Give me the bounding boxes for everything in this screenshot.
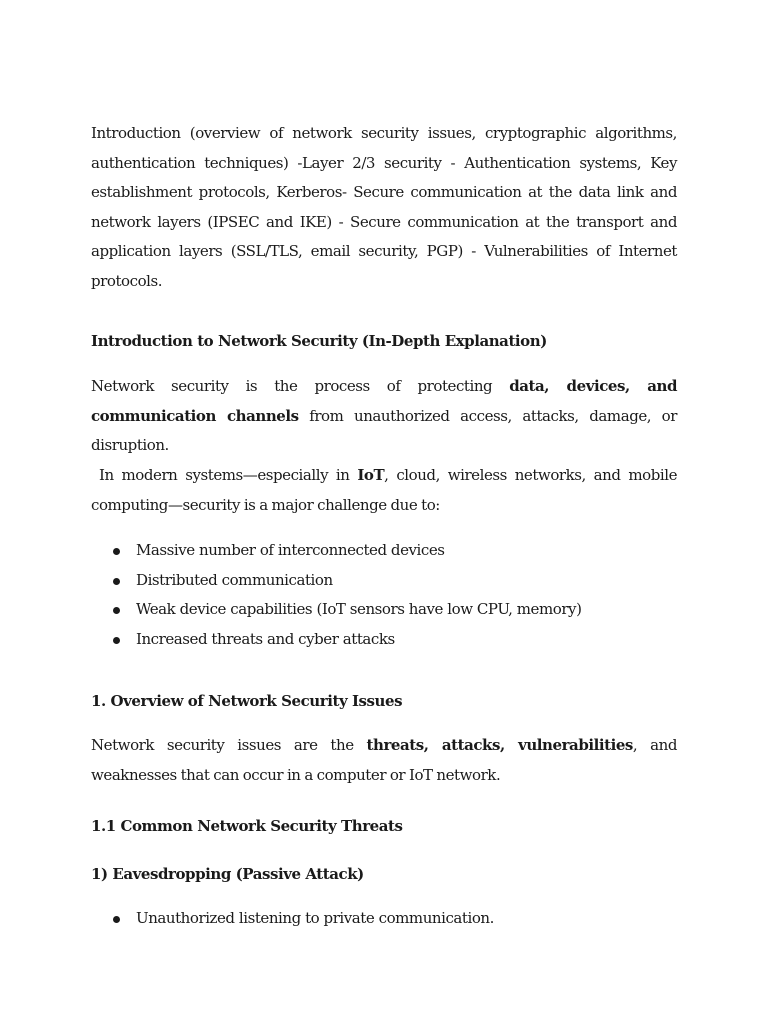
list-item-text: Massive number of interconnected devices — [136, 541, 445, 560]
intro-paragraph: Introduction (overview of network security issues, cryptographic algorithms, authentication techniques) -Layer 2/3 security - Authentication systems, Key establishment protocols, Kerberos- Secure communication at the data link and network layers (IPSEC and IKE) - Secure communication at the transport and application layers (SSL/TLS, email security, PGP) - Vulnerabilities of Internet protocols. — [91, 124, 677, 290]
bullet-icon — [113, 578, 120, 585]
subsection-heading-eavesdropping: 1) Eavesdropping (Passive Attack) — [91, 864, 364, 883]
challenge-list — [91, 536, 677, 654]
bullet-icon — [113, 548, 120, 555]
eavesdropping-list — [91, 904, 677, 934]
list-item-text: Distributed communication — [136, 570, 333, 589]
challenge-text-end: , cloud, wireless networks, and mobile computing—security is a major challenge due to: — [91, 465, 677, 514]
list-item — [91, 904, 677, 934]
list-item — [91, 625, 677, 655]
challenge-paragraph — [91, 461, 677, 520]
overview-text-end: , and weaknesses that can occur in a computer or IoT network. — [91, 736, 677, 784]
bullet-icon — [113, 607, 120, 614]
document-body — [91, 119, 677, 934]
section-heading-introduction: Introduction to Network Security (In-Depth Explanation) — [91, 331, 547, 350]
overview-paragraph — [91, 731, 677, 790]
list-item — [91, 536, 677, 566]
challenge-text-bold: IoT — [357, 465, 385, 484]
list-item-text: Increased threats and cyber attacks — [136, 629, 395, 648]
definition-paragraph — [91, 372, 677, 461]
section-heading-overview: 1. Overview of Network Security Issues — [91, 691, 403, 710]
bullet-icon — [113, 916, 120, 923]
definition-text-end: from unauthorized access, attacks, damage, or disruption. — [91, 406, 677, 455]
definition-text-bold: data, devices, and communication channels — [91, 377, 677, 425]
list-item-text: Weak device capabilities (IoT sensors have low CPU, memory) — [136, 600, 582, 619]
overview-text-bold: threats, attacks, vulnerabilities — [366, 736, 633, 755]
list-item — [91, 566, 677, 596]
list-item — [91, 595, 677, 625]
challenge-text-start: In modern systems—especially in — [99, 465, 358, 484]
definition-text-start: Network security is the process of protecting — [91, 377, 510, 396]
bullet-icon — [113, 637, 120, 644]
subsection-heading-threats: 1.1 Common Network Security Threats — [91, 817, 403, 836]
list-item-text: Unauthorized listening to private communication. — [136, 909, 494, 928]
overview-text-start: Network security issues are the — [91, 736, 367, 755]
